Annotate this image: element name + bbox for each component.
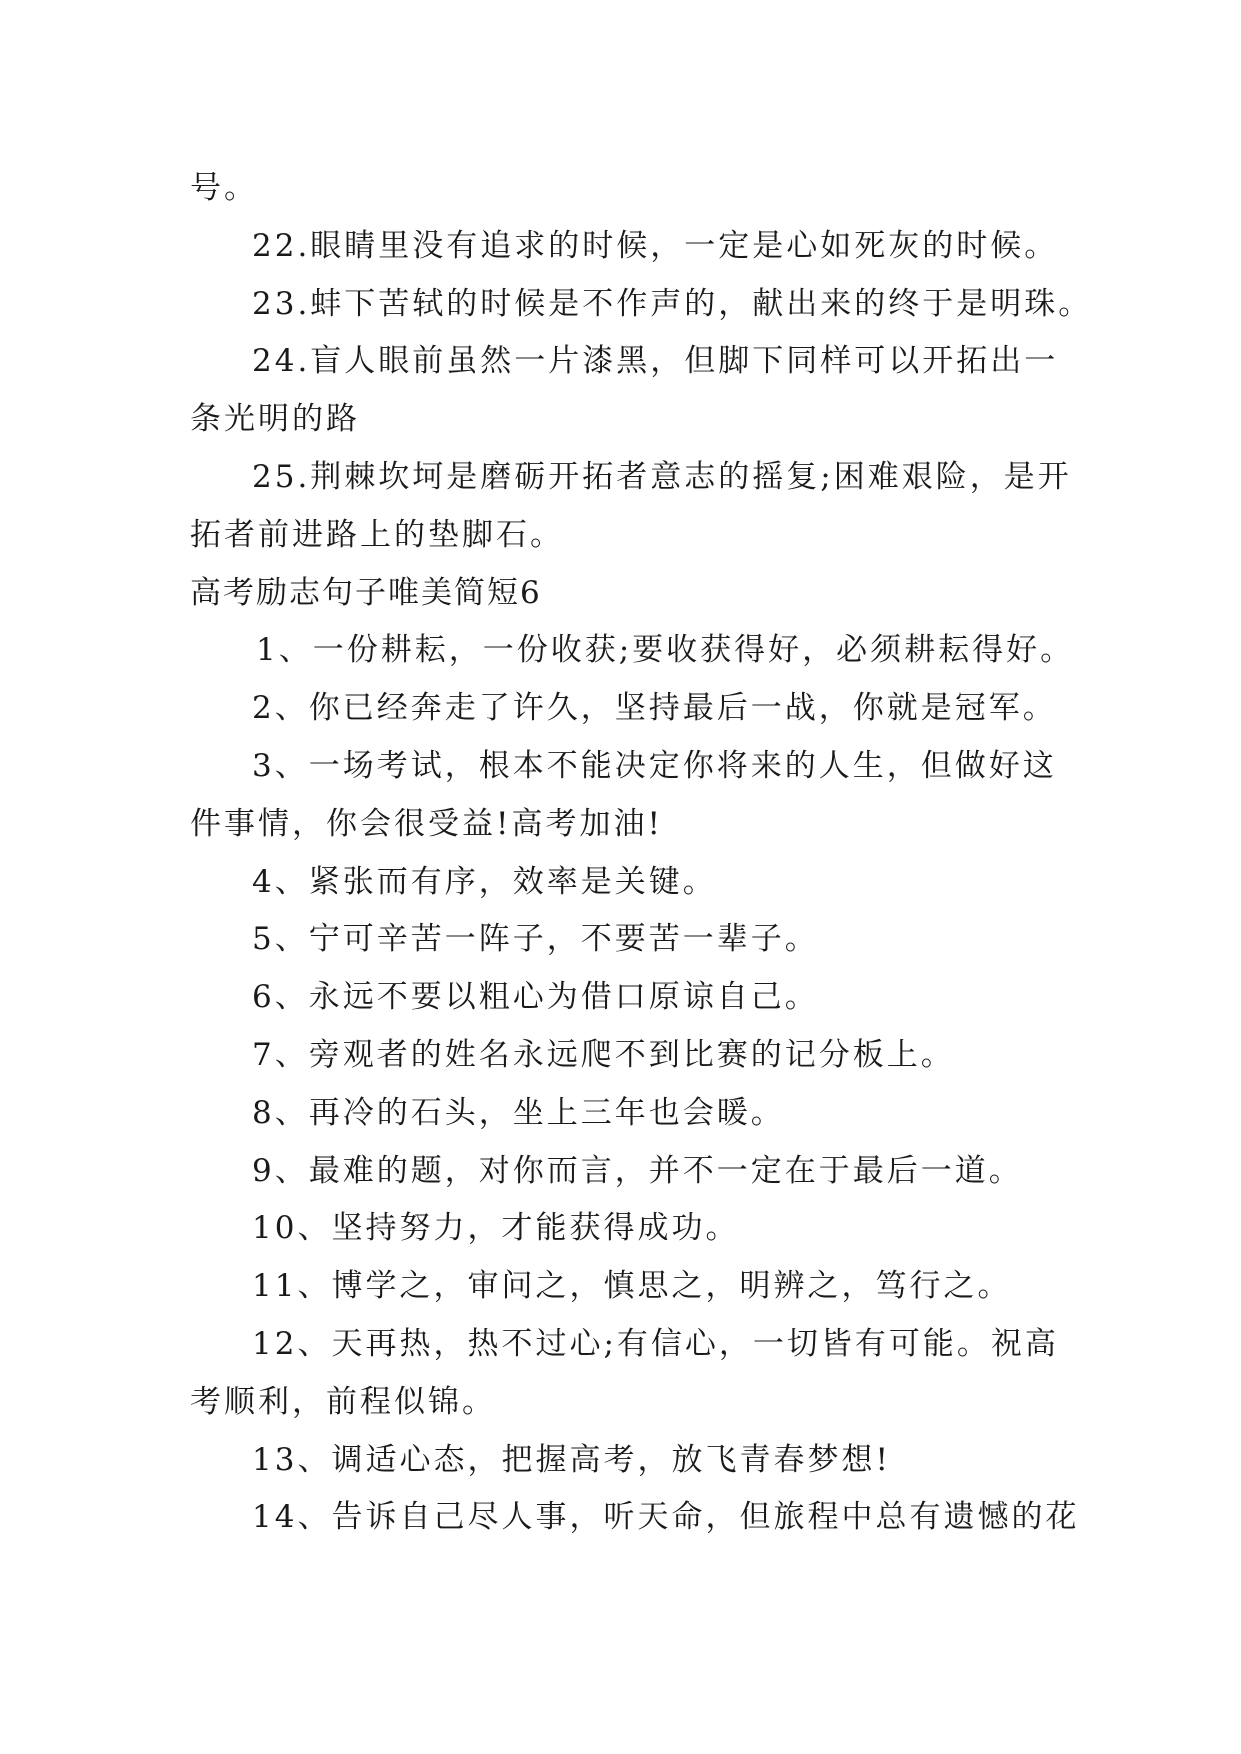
- text-line: 9、最难的题，对你而言，并不一定在于最后一道。: [252, 1152, 1023, 1189]
- text-line: 14、告诉自己尽人事，听天命，但旅程中总有遗憾的花: [252, 1499, 1080, 1536]
- text-line: 考顺利，前程似锦。: [190, 1383, 496, 1420]
- text-line: 11、博学之，审问之，慎思之，明辨之，笃行之。: [252, 1268, 1012, 1305]
- text-line: 4、紧张而有序，效率是关键。: [252, 863, 717, 900]
- text-line: 2、你已经奔走了许久，坚持最后一战，你就是冠军。: [252, 690, 1057, 727]
- text-line: 22.眼睛里没有追求的时候，一定是心如死灰的时候。: [252, 227, 1059, 264]
- section-heading: 高考励志句子唯美简短6: [190, 574, 542, 611]
- document-body: [190, 160, 1093, 1547]
- text-line: 条光明的路: [190, 401, 360, 438]
- text-line: 13、调适心态，把握高考，放飞青春梦想!: [252, 1441, 891, 1478]
- text-line: 24.盲人眼前虽然一片漆黑，但脚下同样可以开拓出一: [252, 343, 1059, 380]
- text-line: 1、一份耕耘，一份收获;要收获得好，必须耕耘得好。: [256, 632, 1075, 669]
- text-line: 5、宁可辛苦一阵子，不要苦一辈子。: [252, 921, 819, 958]
- text-line: 3、一场考试，根本不能决定你将来的人生，但做好这: [252, 747, 1057, 784]
- text-line: 件事情，你会很受益!高考加油!: [190, 805, 663, 842]
- text-line: 7、旁观者的姓名永远爬不到比赛的记分板上。: [252, 1036, 955, 1073]
- text-line: 10、坚持努力，才能获得成功。: [252, 1210, 740, 1247]
- text-line: 25.荆棘坎坷是磨砺开拓者意志的摇复;困难艰险，是开: [252, 458, 1072, 495]
- text-line: 12、天再热，热不过心;有信心，一切皆有可能。祝高: [252, 1325, 1059, 1362]
- text-line: 6、永远不要以粗心为借口原谅自己。: [252, 979, 819, 1016]
- text-line: 23.蚌下苦轼的时候是不作声的，献出来的终于是明珠。: [252, 285, 1093, 322]
- text-line: 8、再冷的石头，坐上三年也会暖。: [252, 1094, 785, 1131]
- text-line: 拓者前进路上的垫脚石。: [190, 516, 564, 553]
- text-line: 号。: [190, 170, 258, 206]
